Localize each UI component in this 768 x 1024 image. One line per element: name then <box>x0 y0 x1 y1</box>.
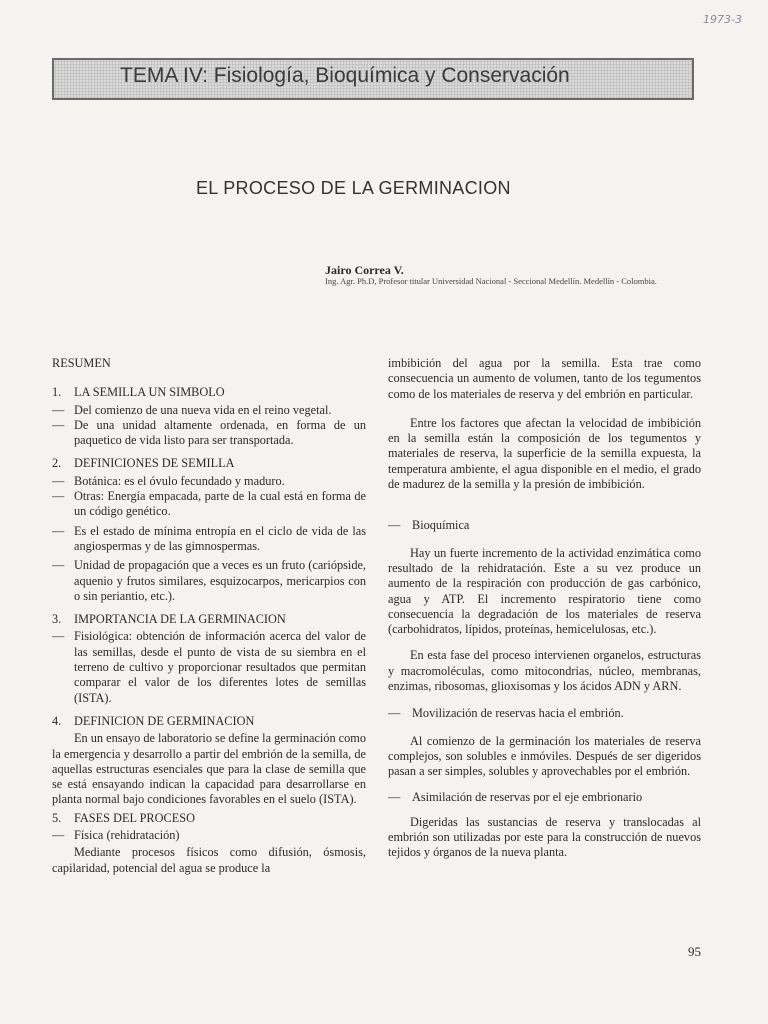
page-number: 95 <box>688 944 701 959</box>
dash-bullet: — <box>52 417 65 432</box>
section-title: LA SEMILLA UN SIMBOLO <box>74 385 225 400</box>
list-item <box>52 558 366 604</box>
section-title: IMPORTANCIA DE LA GERMINACION <box>74 612 286 627</box>
author-name: Jairo Correa V. <box>325 263 404 277</box>
section-title: DEFINICIONES DE SEMILLA <box>74 456 235 471</box>
section-heading-3 <box>52 612 366 627</box>
dash-bullet: — <box>52 402 65 417</box>
handwritten-note: 1973-3 <box>703 13 742 26</box>
dash-bullet: — <box>52 489 65 504</box>
dash-bullet: — <box>52 473 65 488</box>
subsection-title: Movilización de reservas hacia el embrión. <box>412 706 624 721</box>
section-heading-1 <box>52 385 366 400</box>
subsection-heading <box>52 828 366 843</box>
subsection-title: Física (rehidratación) <box>74 828 180 843</box>
abstract-heading: RESUMEN <box>52 356 111 370</box>
subsection-heading <box>388 518 701 533</box>
dash-bullet: — <box>52 523 65 538</box>
paragraph: Digeridas las sustancias de reserva y translocadas al embrión son utilizadas por este para la construcción de nuevos tejidos y órganos de la nueva planta. <box>388 814 701 860</box>
paragraph: Mediante procesos físicos como difusión, ósmosis, capilaridad, potencial del agua se produce la <box>52 845 366 875</box>
paragraph: En esta fase del proceso intervienen organelos, estructuras y macromoléculas, como mitocondrias, núcleo, membranas, enzimas, ribosomas, glioxisomas y los ácidos ADN y ARN. <box>388 648 701 694</box>
section-title: FASES DEL PROCESO <box>74 810 195 825</box>
subsection-title: Asimilación de reservas por el eje embrionario <box>412 789 643 804</box>
dash-bullet: — <box>52 558 65 573</box>
subsection-title: Bioquímica <box>412 518 470 533</box>
section-number: 4. <box>52 713 62 728</box>
right-column <box>388 356 701 861</box>
subsection-heading <box>388 790 701 805</box>
section-heading-4 <box>52 714 366 729</box>
list-item <box>52 629 366 705</box>
list-item-text: Botánica: es el óvulo fecundado y maduro. <box>74 473 285 488</box>
subsection-heading <box>388 706 701 721</box>
list-item-text: Otras: Energía empacada, parte de la cual está en forma de un código genético. <box>74 489 366 519</box>
list-item <box>52 403 366 418</box>
section-title: DEFINICION DE GERMINACION <box>74 713 255 728</box>
dash-bullet: — <box>388 706 401 721</box>
list-item-text: Unidad de propagación que a veces es un fruto (cariópside, aquenio y frutos similares, esquizocarpos, mericarpios con o sin periantio, etc.). <box>74 558 366 603</box>
section-banner <box>52 58 694 100</box>
section-number: 3. <box>52 612 62 627</box>
list-item-text: De una unidad altamente ordenada, en forma de un paquetico de vida listo para ser transportada. <box>74 417 366 448</box>
dash-bullet: — <box>52 828 65 843</box>
list-item-text: Es el estado de mínima entropía en el ciclo de vida de las angiospermas y de las gimnospermas. <box>74 523 366 553</box>
list-item <box>52 418 366 449</box>
list-item <box>52 524 366 555</box>
paragraph: Entre los factores que afectan la velocidad de imbibición en la semilla están la composición de los tegumentos y materiales de reserva, la superficie de la semilla expuesta, la temperatura ambiente, el agua disponible en el medio, el grado de madurez de la semilla y la presión de imbibición. <box>388 415 701 492</box>
section-heading-5 <box>52 811 366 826</box>
left-column <box>52 356 366 876</box>
paragraph: Hay un fuerte incremento de la actividad enzimática como resultado de la rehidratación. Este a su vez produce un aumento de la respiración con producción de gas carbónico, agua y ATP. El incremento respiratorio tiene como consecuencia la degradación de los materiales de reserva (carbohidratos, lípidos, proteínas, hemicelulosas, etc.). <box>388 545 701 637</box>
list-item <box>52 474 366 489</box>
list-item-text: Del comienzo de una nueva vida en el reino vegetal. <box>74 402 332 417</box>
article-title: EL PROCESO DE LA GERMINACION <box>196 178 511 198</box>
section-number: 2. <box>52 456 62 471</box>
section-number: 5. <box>52 810 62 825</box>
paragraph: En un ensayo de laboratorio se define la germinación como la emergencia y desarrollo a partir del embrión de la semilla, de aquellas estructuras esenciales que para la clase de semilla que se está ensayando indican la capacidad para desarrollarse en planta normal bajo condiciones favorables en el suelo (ISTA). <box>52 731 366 807</box>
section-heading-2 <box>52 456 366 471</box>
banner-title: TEMA IV: Fisiología, Bioquímica y Conservación <box>120 64 570 87</box>
dash-bullet: — <box>388 518 401 533</box>
dash-bullet: — <box>388 789 401 804</box>
list-item <box>52 489 366 520</box>
section-number: 1. <box>52 385 62 400</box>
author-affiliation: Ing. Agr. Ph.D, Profesor titular Universidad Nacional - Seccional Medellín. Medellín - Colombia. <box>325 276 657 286</box>
dash-bullet: — <box>52 629 65 644</box>
paragraph: Al comienzo de la germinación los materiales de reserva complejos, son solubles e inmóviles. Después de ser digeridos pasan a ser simples, solubles y aprovechables por el embrión. <box>388 733 701 779</box>
paragraph: imbibición del agua por la semilla. Esta trae como consecuencia un aumento de volumen, tanto de los tegumentos como de los materiales de reserva y del embrión en particular. <box>388 356 701 401</box>
list-item-text: Fisiológica: obtención de información acerca del valor de las semillas, desde el punto de vista de su siembra en el terreno de cultivo y proporcionar resultados que permitan comparar el valor de los diferentes lotes de semillas (ISTA). <box>74 629 366 705</box>
